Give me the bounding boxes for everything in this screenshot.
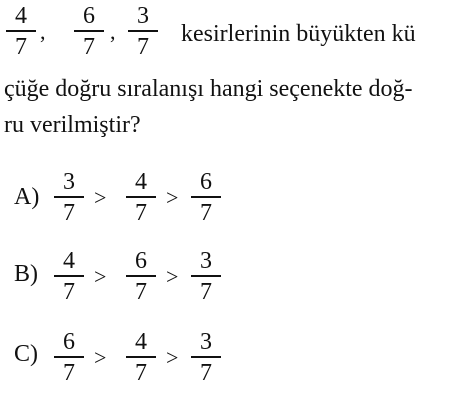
greater-than-sign: > (94, 264, 107, 289)
denominator: 7 (15, 33, 27, 60)
fraction-bar (74, 30, 104, 32)
stem-fraction-1 (4, 4, 38, 61)
denominator: 7 (135, 199, 147, 226)
greater-than-sign: > (166, 264, 179, 289)
option-fraction-3 (189, 249, 223, 306)
fraction-bar (126, 196, 156, 198)
option-fraction-2 (124, 249, 158, 306)
option-fraction-1 (52, 249, 86, 306)
stem-fraction-2 (72, 4, 106, 61)
fraction-bar (191, 356, 221, 358)
numerator: 3 (200, 329, 212, 355)
numerator: 6 (83, 3, 95, 29)
denominator: 7 (63, 199, 75, 226)
numerator: 4 (63, 248, 75, 274)
option-fraction-3 (189, 170, 223, 227)
denominator: 7 (200, 278, 212, 305)
greater-than-sign: > (94, 345, 107, 370)
option-fraction-1 (52, 330, 86, 387)
stem-fraction-3 (126, 4, 160, 61)
fraction-bar (126, 275, 156, 277)
question-text-line-2: çüğe doğru sıralanışı hangi seçenekte doğ- (4, 76, 413, 102)
option-fraction-3 (189, 330, 223, 387)
option-label: B) (14, 261, 38, 287)
numerator: 4 (135, 169, 147, 195)
question-text-line-1: kesirlerinin büyükten kü (181, 21, 416, 47)
numerator: 3 (63, 169, 75, 195)
option-label: A) (14, 184, 40, 210)
numerator: 6 (63, 329, 75, 355)
numerator: 3 (137, 3, 149, 29)
denominator: 7 (137, 33, 149, 60)
denominator: 7 (63, 278, 75, 305)
greater-than-sign: > (166, 345, 179, 370)
fraction-bar (191, 275, 221, 277)
option-fraction-2 (124, 170, 158, 227)
numerator: 3 (200, 248, 212, 274)
denominator: 7 (63, 359, 75, 386)
comma-separator: , (110, 19, 116, 44)
denominator: 7 (200, 199, 212, 226)
greater-than-sign: > (166, 185, 179, 210)
question-text-line-3: ru verilmiştir? (4, 112, 141, 138)
fraction-bar (6, 30, 36, 32)
fraction-bar (54, 275, 84, 277)
numerator: 6 (135, 248, 147, 274)
fraction-bar (54, 356, 84, 358)
denominator: 7 (135, 359, 147, 386)
numerator: 4 (15, 3, 27, 29)
fraction-bar (54, 196, 84, 198)
denominator: 7 (83, 33, 95, 60)
option-label: C) (14, 341, 38, 367)
fraction-bar (191, 196, 221, 198)
greater-than-sign: > (94, 185, 107, 210)
fraction-bar (128, 30, 158, 32)
comma-separator: , (40, 19, 46, 44)
option-fraction-2 (124, 330, 158, 387)
fraction-bar (126, 356, 156, 358)
denominator: 7 (200, 359, 212, 386)
option-fraction-1 (52, 170, 86, 227)
denominator: 7 (135, 278, 147, 305)
numerator: 6 (200, 169, 212, 195)
numerator: 4 (135, 329, 147, 355)
